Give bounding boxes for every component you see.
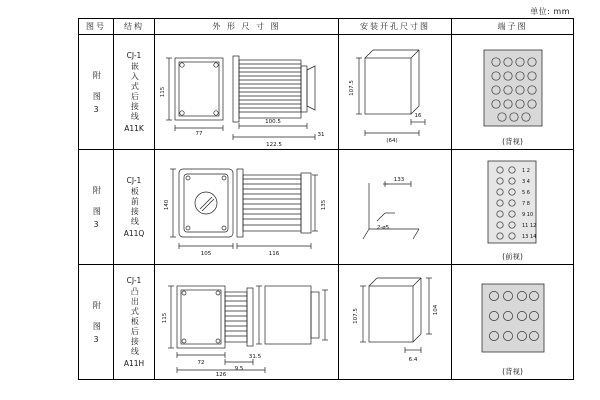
svg-text:3 4: 3 4	[522, 178, 530, 185]
svg-text:104: 104	[433, 304, 439, 315]
table-row	[79, 35, 574, 150]
structure-model-2: CJ-1	[126, 176, 142, 185]
spec-table	[78, 18, 574, 380]
structure-text-2: 板前接线	[130, 187, 140, 227]
figure-cell-1	[79, 35, 114, 150]
structure-model-1: CJ-1	[126, 51, 142, 60]
svg-text:135: 135	[321, 199, 327, 210]
svg-text:16: 16	[414, 112, 422, 119]
structure-model-3: CJ-1	[126, 276, 142, 285]
svg-text:11 12: 11 12	[522, 222, 537, 229]
figure-label-1: 附 图	[92, 70, 102, 102]
svg-text:5 6: 5 6	[522, 189, 530, 196]
mounting-drawing-2	[339, 150, 452, 265]
structure-code-2: A11Q	[123, 229, 145, 238]
svg-text:31: 31	[317, 131, 325, 138]
figure-cell-2	[79, 150, 114, 265]
header-terminal: 端子图	[452, 19, 574, 35]
svg-text:1 2: 1 2	[522, 167, 530, 174]
terminal-drawing-2	[452, 150, 574, 265]
svg-text:133: 133	[393, 176, 405, 183]
figure-number-1: 3	[93, 104, 99, 114]
terminal-caption-1: (背视)	[502, 136, 523, 146]
table-header-row	[79, 19, 574, 35]
header-figure: 图号	[79, 19, 114, 35]
svg-text:9 10: 9 10	[522, 211, 534, 218]
svg-text:7 8: 7 8	[522, 200, 530, 207]
structure-cell-1	[114, 35, 155, 150]
outline-drawing-1	[155, 35, 339, 150]
figure-number-3: 3	[93, 334, 99, 344]
svg-text:107.5: 107.5	[349, 79, 355, 96]
structure-cell-3	[114, 265, 155, 380]
svg-text:77: 77	[195, 130, 203, 137]
svg-text:(64): (64)	[386, 137, 398, 144]
svg-text:105: 105	[200, 250, 212, 257]
svg-text:9.5: 9.5	[234, 365, 244, 372]
figure-label-3: 附 图	[92, 300, 102, 332]
svg-text:31.5: 31.5	[248, 353, 262, 360]
svg-text:107.5: 107.5	[353, 307, 359, 324]
terminal-drawing-1	[452, 35, 574, 150]
svg-text:126: 126	[215, 371, 227, 378]
header-outline: 外 形 尺 寸 图	[155, 19, 339, 35]
svg-text:100.5: 100.5	[265, 118, 281, 125]
header-structure: 结构	[114, 19, 155, 35]
structure-cell-2	[114, 150, 155, 265]
svg-text:116: 116	[268, 250, 280, 257]
svg-text:140: 140	[164, 199, 170, 210]
outline-drawing-2	[155, 150, 339, 265]
terminal-drawing-3	[452, 265, 574, 380]
figure-label-2: 附 图	[92, 185, 102, 217]
outline-drawing-3	[155, 265, 339, 380]
header-mounting: 安装开孔尺寸图	[339, 19, 452, 35]
svg-text:72: 72	[197, 359, 205, 366]
table-row	[79, 150, 574, 265]
structure-code-1: A11K	[124, 124, 144, 133]
svg-text:122.5: 122.5	[266, 141, 282, 148]
structure-text-1: 嵌入式后接线	[130, 62, 140, 122]
terminal-caption-2: (前视)	[502, 251, 523, 261]
table-row	[79, 265, 574, 380]
figure-cell-3	[79, 265, 114, 380]
terminal-caption-3: (背视)	[502, 366, 523, 376]
mounting-drawing-1	[339, 35, 452, 150]
figure-number-2: 3	[93, 219, 99, 229]
mounting-drawing-3	[339, 265, 452, 380]
svg-text:6.4: 6.4	[408, 356, 418, 363]
svg-text:115: 115	[160, 86, 166, 97]
svg-text:2-ø5: 2-ø5	[376, 224, 390, 231]
svg-text:13 14: 13 14	[522, 233, 537, 240]
structure-text-3: 凸出式板后接线	[130, 287, 140, 357]
svg-text:115: 115	[162, 312, 168, 323]
structure-code-3: A11H	[123, 359, 145, 368]
unit-note: 单位: mm	[530, 7, 570, 16]
